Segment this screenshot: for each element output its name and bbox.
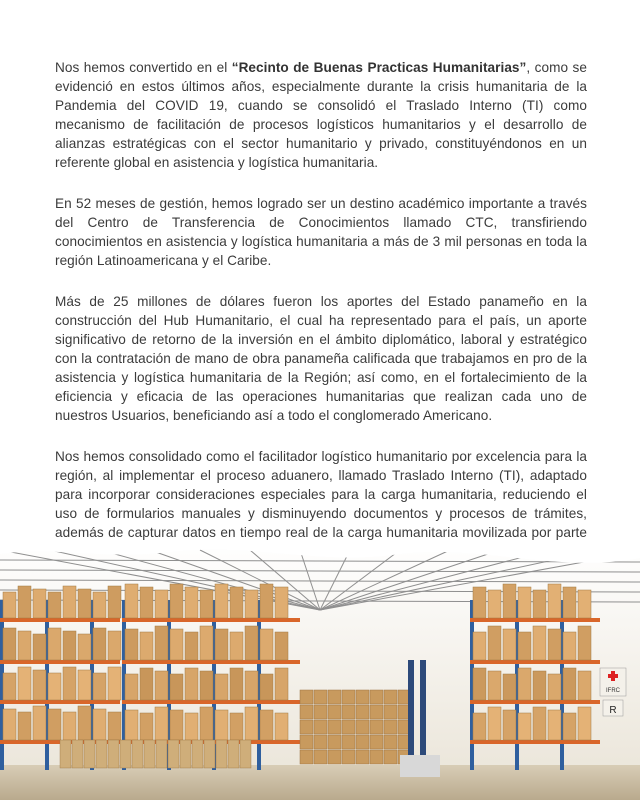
ifrc-sign: [600, 668, 626, 716]
paragraph-2: En 52 meses de gestión, hemos logrado ser un destino académico importante a través del Centro de Transferencia de Conocimientos llamado CTC, transfiriendo conocimientos en asistencia y logística humanitaria a más de 3 mil personas en toda la región Latinoamericana y el Caribe.: [55, 196, 587, 268]
warehouse-illustration: [0, 540, 640, 800]
paragraph-3: Más de 25 millones de dólares fueron los aportes del Estado panameño en la construcción del Hub Humanitario, el cual ha representado para el país, un aporte significativo de retorno de la inversión en el ámbito diplomático, laboral y estratégico con la contratación de mano de obra panameña calificada que trabajamos en pro de la asistencia y logística humanitaria de la Región; así como, en el fortalecimiento de la eficiencia y eficacia de las operaciones humanitarias que realizan cada uno de nuestros Usuarios, beneficiando así a todo el conglomerado Americano.: [55, 294, 587, 423]
warehouse-floor: [0, 765, 640, 800]
paragraph-1-intro: Nos hemos convertido en el: [55, 60, 232, 75]
body-text: [55, 58, 587, 583]
sign-text: IFRC: [606, 688, 620, 694]
warehouse-photo: [0, 540, 640, 800]
paragraph-1-rest: , como se evidenció en estos últimos años, especialmente durante la crisis humanitaria de la Pandemia del COVID 19, cuando se consolidó el Traslado Interno (TI) como mecanismo de facilitación de procesos logísticos humanitarios y el desarrollo de alianzas estratégicas con el sector humanitario y privado, constituyéndonos en un referente global en asistencia y logística humanitaria.: [55, 60, 587, 170]
paragraph-4: Nos hemos consolidado como el facilitador logístico humanitario por excelencia para la región, al implementar el proceso aduanero, llamado Traslado Interno (TI), adaptado para incorporar consideraciones especiales para la carga humanitaria, reduciendo el uso de formularios manuales y disminuyendo documentos y procesos de trámites, además de capturar datos en tiempo real de la carga humanitaria movilizada por parte: [55, 449, 587, 540]
paragraph-1-highlight: “Recinto de Buenas Practicas Humanitarias”: [231, 60, 527, 75]
paragraph-1: [55, 58, 587, 172]
aisle-letter: R: [609, 705, 617, 716]
